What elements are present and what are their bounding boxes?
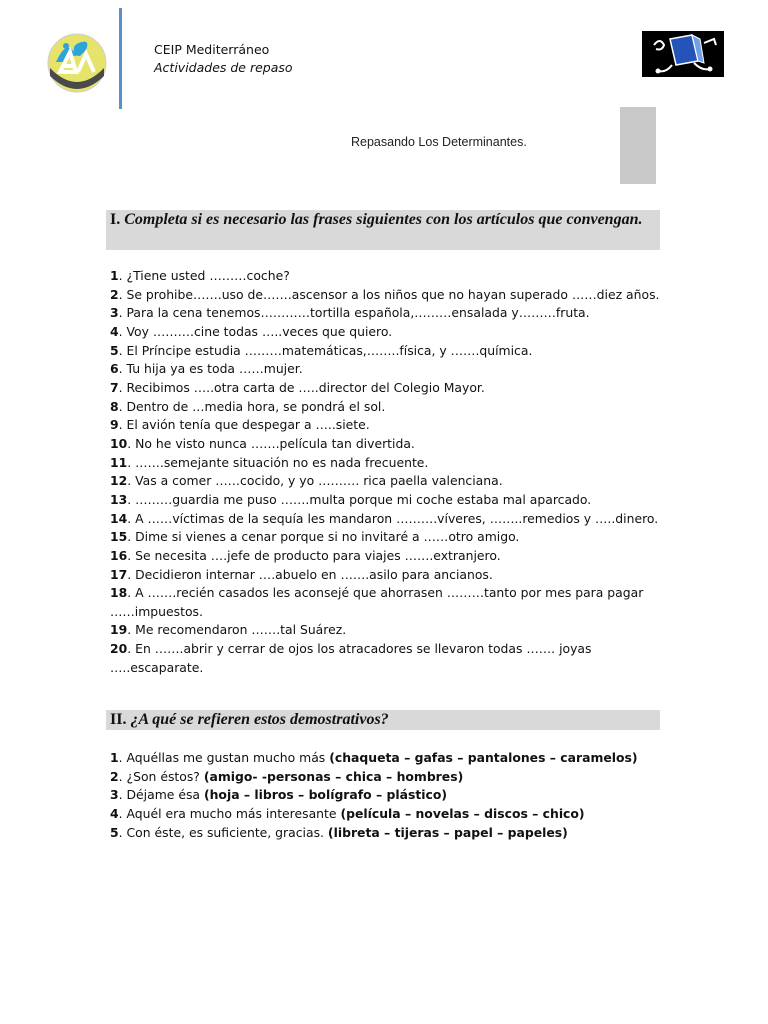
exercise-item: 13. ………guardia me puso …….multa porque mi coche estaba mal aparcado.	[110, 491, 592, 507]
school-subtitle: Actividades de repaso	[154, 60, 293, 75]
section-1-number: I.	[110, 211, 121, 228]
exercise-item: 8. Dentro de …media hora, se pondrá el sol.	[110, 398, 386, 414]
book-logo	[642, 31, 724, 77]
section-1-exercise-list	[110, 267, 662, 677]
exercise-item: 3. Déjame ésa (hoja – libros – bolígrafo – plástico)	[110, 787, 448, 803]
school-name: CEIP Mediterráneo	[154, 42, 270, 57]
exercise-item: 20. En …….abrir y cerrar de ojos los atracadores se llevaron todas ……. joyas …..escaparate.	[110, 641, 592, 675]
decorative-gray-block	[620, 107, 656, 184]
exercise-item: 12. Vas a comer ……cocido, y yo ………. rica paella valenciana.	[110, 473, 503, 489]
exercise-item: 18. A …….recién casados les aconsejé que ahorrasen ………tanto por mes para pagar ……impuestos.	[110, 585, 644, 619]
exercise-item: 2. ¿Son éstos? (amigo- -personas – chica – hombres)	[110, 768, 464, 784]
exercise-item: 16. Se necesita ….jefe de producto para viajes …….extranjero.	[110, 547, 501, 563]
exercise-item: 14. A ……víctimas de la sequía les mandaron ……….víveres, ……..remedios y …..dinero.	[110, 510, 659, 526]
section-1-heading	[106, 210, 660, 250]
header-divider	[119, 8, 122, 109]
exercise-item: 5. Con éste, es suficiente, gracias. (libreta – tijeras – papel – papeles)	[110, 824, 568, 840]
exercise-item: 6. Tu hija ya es toda ……mujer.	[110, 361, 303, 377]
exercise-item: 10. No he visto nunca …….película tan divertida.	[110, 435, 415, 451]
school-logo	[46, 32, 108, 94]
exercise-item: 2. Se prohibe…….uso de…….ascensor a los niños que no hayan superado ……diez años.	[110, 286, 660, 302]
section-2-number: II.	[110, 711, 127, 728]
section-2-title: ¿A qué se refieren estos demostrativos?	[130, 711, 389, 728]
exercise-item: 1. ¿Tiene usted ………coche?	[110, 268, 290, 283]
exercise-item: 19. Me recomendaron …….tal Suárez.	[110, 622, 347, 638]
document-title: Repasando Los Determinantes.	[351, 135, 527, 149]
section-2-heading	[106, 710, 660, 730]
exercise-item: 4. Aquél era mucho más interesante (película – novelas – discos – chico)	[110, 805, 585, 821]
exercise-item: 4. Voy ……….cine todas …..veces que quiero.	[110, 323, 393, 339]
exercise-item: 3. Para la cena tenemos…………tortilla española,………ensalada y………fruta.	[110, 305, 590, 321]
section-1-title: Completa si es necesario las frases siguientes con los artículos que convengan.	[124, 211, 643, 228]
exercise-item: 5. El Príncipe estudia ………matemáticas,……..física, y …….química.	[110, 342, 533, 358]
exercise-item: 15. Dime si vienes a cenar porque si no invitaré a ……otro amigo.	[110, 529, 520, 545]
section-2-exercise-list	[110, 749, 662, 842]
school-header	[154, 41, 293, 77]
exercise-item: 11. …….semejante situación no es nada frecuente.	[110, 454, 429, 470]
exercise-item: 9. El avión tenía que despegar a …..siete.	[110, 417, 370, 433]
exercise-item: 7. Recibimos …..otra carta de …..director del Colegio Mayor.	[110, 379, 485, 395]
exercise-item: 17. Decidieron internar ….abuelo en …….asilo para ancianos.	[110, 566, 493, 582]
exercise-item: 1. Aquéllas me gustan mucho más (chaqueta – gafas – pantalones – caramelos)	[110, 750, 638, 765]
